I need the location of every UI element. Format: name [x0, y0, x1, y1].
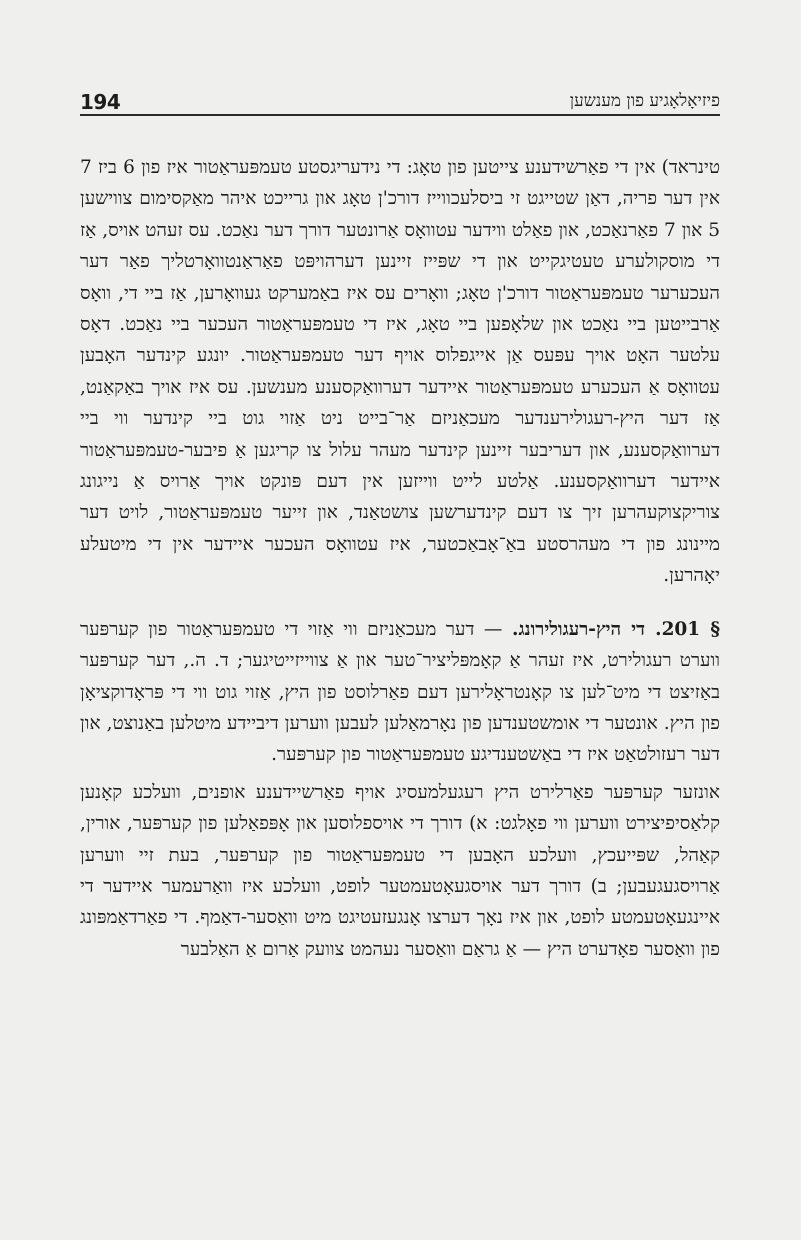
body-text [80, 152, 720, 965]
paragraph-text: אונזער קערפּער פאַרלירט היץ רעגעלמעסיג אויף פאַרשיידענע אופנים, וועלכע קאָנען קלאַסיפיצירט ווערען ווי פאָלגט: א) דורך די אויספלוסען און אָפּפאַלען פון קערפּער, אורין, קאַהל, שפּייעכץ, וועלכע האָבען די טעמפּעראַטור פון קערפּער, בעת זיי ווערען אַרויסגעגעבען; ב) דורך דער אויסגעאָטעמטער לופט, וועלכע איז וואַרעמער איידער די איינגעאָטעמטע לופט, און איז נאָך דערצו אָנגעזעטיגט מיט וואַסער-דאַמף. די פאַרדאַמפּונג פון וואַסער פאָדערט היץ — אַ גראַם וואַסער נעהמט צוועק אַרום אַ האַלבער [80, 781, 720, 960]
paragraph-body-temperature [80, 152, 720, 592]
paragraph-text: טינראד) אין די פאַרשידענע צייטען פון טאָג: די נידעריגסטע טעמפּעראַטור איז פון 6 ביז 7 אין דער פריה, דאַן שטייגט זי ביסלעכווייז דורכ'ן טאָג און גרייכט איהר מאַקסימום צווישען 5 און 7 פאַרנאַכט, און פאַלט ווידער עטוואָס אַרונטער דורך דער נאַכט. עס זעהט אויס, אַז די מוסקולערע טעטיגקייט און די שפּייז זיינען דערהויפּט פאַראַנטוואָרטליך פאַר דער העכערער טעמפּעראַטור דורכ'ן טאָג; וואָרים עס איז באַמערקט געוואָרען, אַז ביי די, וואָס אַרבייטען ביי נאַכט און שלאָפען ביי טאָג, איז די טעמפּעראַטור העכער ביי נאַכט. דאָס עלטער האָט אויך עפּעס אַן אייגפלוס אויף דער טעמפּעראַטור. יונגע קינדער האָבען עטוואָס אַ העכערע טעמפּעראַטור איידער דערוואַקסענע מענשען. עס איז אויך באַקאַנט, אַז דער היץ-רעגולירענדער מעכאַניזם אַר־בייט ניט אַזוי גוט ביי קינדער ווי ביי דערוואַקסענע, און דעריבער זיינען קינדער מעהר עלול צו קריגען אַ פיבער-טעמפּעראַטור איידער דערוואַקסענע. אַלטע לייט ווייזען אין דעם פּונקט אויך אַרויס אַ נייגונג צוריקצוקעהרען זיך צו דעם קינדערשען צושטאַנד, און זייער טעמפּעראַטור, לויט דער מיינונג פון די מעהרסטע באַ־אָבאַכטער, איז עטוואָס העכער איידער אין די מיטעלע יאָהרען. [80, 157, 720, 587]
paragraph-heat-regulation [80, 614, 720, 771]
running-head-title: פיזיאָלאָגיע פון מענשען [569, 91, 720, 111]
page-number: 194 [80, 90, 121, 114]
book-page [80, 88, 720, 1208]
paragraph-heat-loss [80, 777, 720, 965]
paragraph-text: — דער מעכאַניזם ווי אַזוי די טעמפּעראַטור פון קערפּער ווערט רעגולירט, איז זעהר אַ קאָמפּליציר־טער און אַ צווייזייטיגער; ד. ה., דער קערפּער באַזיצט די מיט־לען צו קאָנטראָלירען דעם פאַרלוסט פון היץ, אַזוי גוט ווי די פּראָדוקציאָן פון היץ. אונטער די אומשטענדען פון נאָרמאַלען לעבען ווערען דיביידע מיטלען באַנוצט, און דער רעזולטאַט איז די באַשטענדיגע טעמפּעראַטור פון קערפּער. [80, 618, 720, 766]
running-head [80, 88, 720, 116]
section-heading: § 201. די היץ-רעגולירונג. [512, 618, 720, 640]
